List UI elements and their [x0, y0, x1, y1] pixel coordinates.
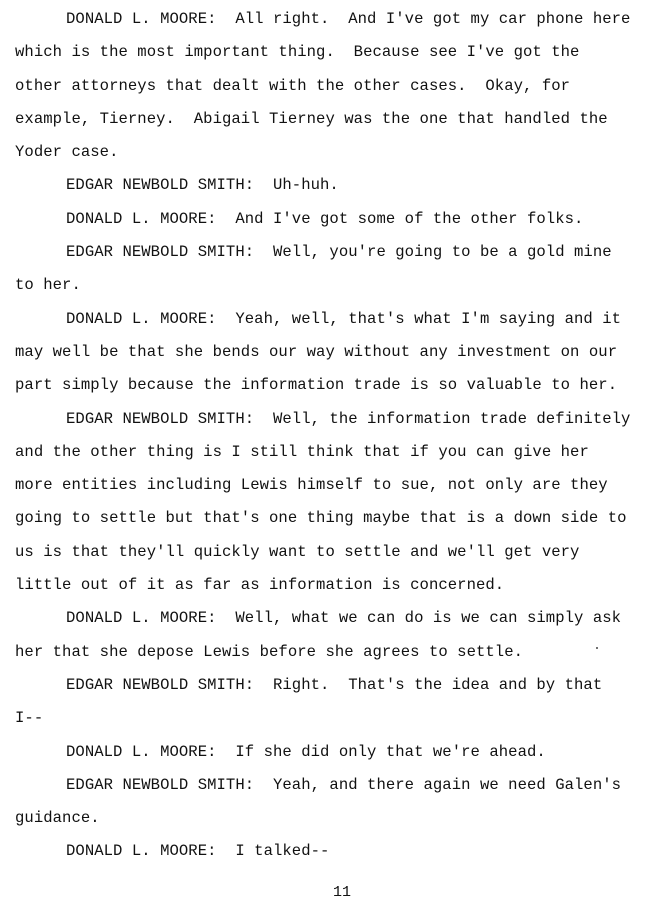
transcript-line: Yoder case.: [15, 143, 119, 162]
transcript-line: EDGAR NEWBOLD SMITH: Uh-huh.: [66, 176, 339, 195]
transcript-line: DONALD L. MOORE: Yeah, well, that's what I'm saying and it: [66, 309, 622, 328]
transcript-line: DONALD L. MOORE: Well, what we can do is we can simply ask: [66, 609, 622, 628]
transcript-line: other attorneys that dealt with the other cases. Okay, for: [15, 76, 571, 95]
transcript-line: EDGAR NEWBOLD SMITH: Yeah, and there again we need Galen's: [66, 775, 622, 794]
transcript-line: which is the most important thing. Because see I've got the: [15, 43, 580, 62]
transcript-line: little out of it as far as information is concerned.: [15, 576, 505, 595]
transcript-line: EDGAR NEWBOLD SMITH: Right. That's the idea and by that: [66, 675, 603, 694]
transcript-line: DONALD L. MOORE: All right. And I've got my car phone here: [66, 10, 631, 28]
transcript-line: DONALD L. MOORE: And I've got some of the other folks.: [66, 209, 584, 228]
transcript-line: her that she depose Lewis before she agrees to settle.: [15, 642, 524, 661]
transcript-line: EDGAR NEWBOLD SMITH: Well, you're going to be a gold mine: [66, 243, 612, 262]
transcript-line: us is that they'll quickly want to settle and we'll get very: [15, 542, 580, 561]
scan-speck: [596, 647, 598, 649]
transcript-line: going to settle but that's one thing maybe that is a down side to: [15, 509, 627, 528]
page-number: 11: [332, 884, 351, 901]
transcript-line: I--: [15, 709, 44, 728]
transcript-line: and the other thing is I still think that if you can give her: [15, 442, 589, 461]
transcript-line: DONALD L. MOORE: If she did only that we're ahead.: [66, 742, 546, 761]
transcript-line: more entities including Lewis himself to sue, not only are they: [15, 476, 608, 495]
transcript-line: EDGAR NEWBOLD SMITH: Well, the information trade definitely: [66, 409, 631, 428]
transcript-line: may well be that she bends our way without any investment on our: [15, 342, 618, 361]
transcript-line: DONALD L. MOORE: I talked--: [66, 842, 330, 861]
transcript-line: part simply because the information trade is so valuable to her.: [15, 376, 618, 395]
transcript-line: example, Tierney. Abigail Tierney was the one that handled the: [15, 109, 608, 128]
transcript-line: guidance.: [15, 809, 100, 828]
transcript-line: to her.: [15, 276, 81, 295]
transcript-body: [15, 3, 670, 869]
